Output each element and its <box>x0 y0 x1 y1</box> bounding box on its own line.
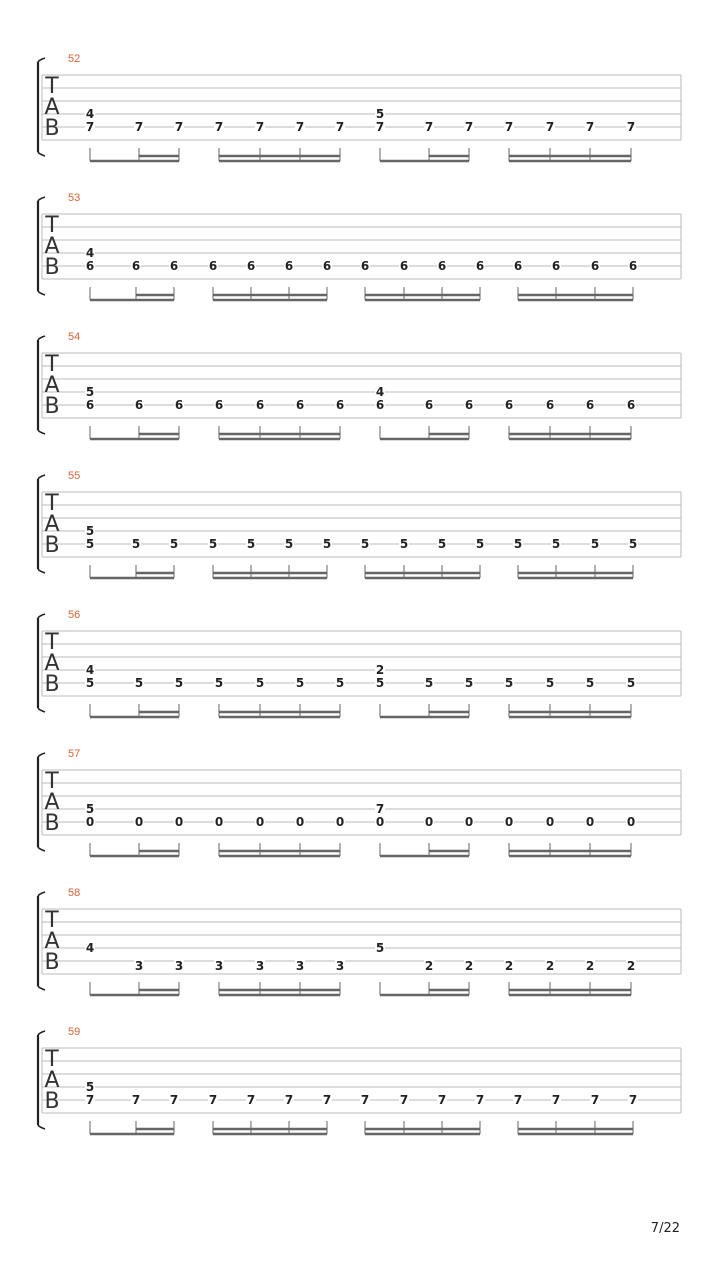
tab-clef-a: A <box>44 790 60 815</box>
system-bracket-bottom-hook <box>38 708 45 712</box>
fret-number: 6 <box>131 259 141 273</box>
fret-number: 0 <box>626 815 636 829</box>
system-bracket-bottom-hook <box>38 430 45 434</box>
fret-number: 6 <box>335 398 345 412</box>
fret-number: 5 <box>255 676 265 690</box>
system-bracket-bottom-hook <box>38 152 45 156</box>
fret-number: 0 <box>464 815 474 829</box>
fret-number: 7 <box>585 120 595 134</box>
fret-number: 7 <box>322 1093 332 1107</box>
measure-number: 57 <box>68 748 81 760</box>
tab-clef-t: T <box>45 908 59 933</box>
fret-number: 0 <box>335 815 345 829</box>
fret-number: 0 <box>295 815 305 829</box>
fret-number: 2 <box>375 663 385 677</box>
fret-number: 5 <box>169 537 179 551</box>
fret-number: 5 <box>628 537 638 551</box>
tab-clef-b: B <box>44 811 60 836</box>
fret-number: 5 <box>246 537 256 551</box>
fret-number: 6 <box>255 398 265 412</box>
fret-number: 7 <box>464 120 474 134</box>
fret-number: 7 <box>214 120 224 134</box>
fret-number: 7 <box>174 120 184 134</box>
fret-number: 0 <box>255 815 265 829</box>
fret-number: 6 <box>399 259 409 273</box>
fret-number: 7 <box>504 120 514 134</box>
fret-number: 7 <box>360 1093 370 1107</box>
fret-number: 6 <box>134 398 144 412</box>
fret-number: 7 <box>475 1093 485 1107</box>
fret-number: 6 <box>295 398 305 412</box>
tab-clef-a: A <box>44 512 60 537</box>
fret-number: 6 <box>174 398 184 412</box>
measure-number: 54 <box>68 331 81 343</box>
tab-clef-t: T <box>45 1047 59 1072</box>
fret-number: 7 <box>284 1093 294 1107</box>
fret-number: 7 <box>399 1093 409 1107</box>
tab-clef-t: T <box>45 491 59 516</box>
fret-number: 5 <box>85 802 95 816</box>
fret-number: 6 <box>551 259 561 273</box>
fret-number: 3 <box>295 959 305 973</box>
fret-number: 3 <box>255 959 265 973</box>
fret-number: 2 <box>464 959 474 973</box>
tab-clef-t: T <box>45 630 59 655</box>
fret-number: 6 <box>208 259 218 273</box>
fret-number: 7 <box>169 1093 179 1107</box>
fret-number: 6 <box>626 398 636 412</box>
fret-number: 0 <box>134 815 144 829</box>
fret-number: 6 <box>437 259 447 273</box>
fret-number: 7 <box>590 1093 600 1107</box>
fret-number: 7 <box>134 120 144 134</box>
fret-number: 6 <box>545 398 555 412</box>
fret-number: 2 <box>585 959 595 973</box>
fret-number: 5 <box>85 385 95 399</box>
tab-clef-t: T <box>45 352 59 377</box>
fret-number: 4 <box>85 107 95 121</box>
fret-number: 6 <box>424 398 434 412</box>
fret-number: 3 <box>335 959 345 973</box>
fret-number: 5 <box>295 676 305 690</box>
tab-clef-a: A <box>44 95 60 120</box>
fret-number: 6 <box>246 259 256 273</box>
system-bracket-bottom-hook <box>38 1125 45 1129</box>
fret-number: 5 <box>208 537 218 551</box>
tab-clef-a: A <box>44 234 60 259</box>
measure-number: 59 <box>68 1026 81 1038</box>
fret-number: 7 <box>545 120 555 134</box>
fret-number: 0 <box>174 815 184 829</box>
fret-number: 2 <box>424 959 434 973</box>
tab-clef-t: T <box>45 74 59 99</box>
fret-number: 0 <box>545 815 555 829</box>
fret-number: 5 <box>464 676 474 690</box>
fret-number: 5 <box>134 676 144 690</box>
fret-number: 5 <box>504 676 514 690</box>
fret-number: 4 <box>85 246 95 260</box>
system-bracket-top-hook <box>38 892 45 896</box>
fret-number: 7 <box>375 120 385 134</box>
fret-number: 7 <box>513 1093 523 1107</box>
fret-number: 6 <box>513 259 523 273</box>
fret-number: 5 <box>284 537 294 551</box>
fret-number: 6 <box>360 259 370 273</box>
fret-number: 5 <box>174 676 184 690</box>
tab-clef-b: B <box>44 950 60 975</box>
fret-number: 3 <box>134 959 144 973</box>
fret-number: 4 <box>375 385 385 399</box>
fret-number: 6 <box>85 259 95 273</box>
tab-clef-b: B <box>44 394 60 419</box>
tab-clef-b: B <box>44 672 60 697</box>
fret-number: 5 <box>590 537 600 551</box>
system-bracket-top-hook <box>38 1031 45 1035</box>
fret-number: 2 <box>545 959 555 973</box>
system-bracket-bottom-hook <box>38 569 45 573</box>
system-bracket-top-hook <box>38 475 45 479</box>
system-bracket-bottom-hook <box>38 847 45 851</box>
fret-number: 5 <box>545 676 555 690</box>
fret-number: 7 <box>335 120 345 134</box>
system-bracket-bottom-hook <box>38 291 45 295</box>
fret-number: 7 <box>628 1093 638 1107</box>
tab-clef-a: A <box>44 1068 60 1093</box>
fret-number: 5 <box>375 941 385 955</box>
fret-number: 7 <box>551 1093 561 1107</box>
fret-number: 5 <box>85 676 95 690</box>
fret-number: 5 <box>424 676 434 690</box>
fret-number: 6 <box>590 259 600 273</box>
fret-number: 7 <box>375 802 385 816</box>
system-bracket-bottom-hook <box>38 986 45 990</box>
fret-number: 5 <box>131 537 141 551</box>
fret-number: 3 <box>214 959 224 973</box>
fret-number: 5 <box>585 676 595 690</box>
fret-number: 0 <box>214 815 224 829</box>
fret-number: 5 <box>475 537 485 551</box>
fret-number: 7 <box>246 1093 256 1107</box>
fret-number: 5 <box>513 537 523 551</box>
fret-number: 2 <box>504 959 514 973</box>
fret-number: 7 <box>85 1093 95 1107</box>
fret-number: 7 <box>131 1093 141 1107</box>
fret-number: 5 <box>85 524 95 538</box>
fret-number: 2 <box>626 959 636 973</box>
fret-number: 6 <box>214 398 224 412</box>
system-bracket-top-hook <box>38 197 45 201</box>
fret-number: 5 <box>375 676 385 690</box>
measure-number: 52 <box>68 53 81 65</box>
tab-clef-b: B <box>44 116 60 141</box>
fret-number: 7 <box>626 120 636 134</box>
tab-clef-t: T <box>45 769 59 794</box>
fret-number: 5 <box>85 1080 95 1094</box>
tab-clef-a: A <box>44 929 60 954</box>
fret-number: 0 <box>85 815 95 829</box>
fret-number: 5 <box>322 537 332 551</box>
tab-clef-t: T <box>45 213 59 238</box>
fret-number: 5 <box>360 537 370 551</box>
fret-number: 6 <box>475 259 485 273</box>
fret-number: 5 <box>626 676 636 690</box>
fret-number: 0 <box>585 815 595 829</box>
fret-number: 5 <box>85 537 95 551</box>
fret-number: 0 <box>504 815 514 829</box>
measure-number: 55 <box>68 470 81 482</box>
tab-clef-b: B <box>44 255 60 280</box>
measure-number: 53 <box>68 192 81 204</box>
tab-clef-b: B <box>44 533 60 558</box>
fret-number: 7 <box>85 120 95 134</box>
fret-number: 6 <box>464 398 474 412</box>
fret-number: 7 <box>295 120 305 134</box>
fret-number: 4 <box>85 663 95 677</box>
system-bracket-top-hook <box>38 58 45 62</box>
fret-number: 5 <box>214 676 224 690</box>
fret-number: 5 <box>335 676 345 690</box>
fret-number: 6 <box>628 259 638 273</box>
fret-number: 5 <box>399 537 409 551</box>
tab-clef-a: A <box>44 651 60 676</box>
fret-number: 6 <box>169 259 179 273</box>
tab-clef-b: B <box>44 1089 60 1114</box>
fret-number: 6 <box>322 259 332 273</box>
fret-number: 5 <box>437 537 447 551</box>
system-bracket-top-hook <box>38 753 45 757</box>
fret-number: 7 <box>208 1093 218 1107</box>
fret-number: 0 <box>424 815 434 829</box>
system-bracket-top-hook <box>38 614 45 618</box>
fret-number: 7 <box>424 120 434 134</box>
tab-clef-a: A <box>44 373 60 398</box>
measure-number: 56 <box>68 609 81 621</box>
fret-number: 6 <box>375 398 385 412</box>
fret-number: 3 <box>174 959 184 973</box>
fret-number: 7 <box>437 1093 447 1107</box>
page-number: 7/22 <box>650 1221 680 1236</box>
system-bracket-top-hook <box>38 336 45 340</box>
fret-number: 5 <box>375 107 385 121</box>
fret-number: 6 <box>585 398 595 412</box>
measure-number: 58 <box>68 887 81 899</box>
fret-number: 6 <box>85 398 95 412</box>
fret-number: 7 <box>255 120 265 134</box>
fret-number: 0 <box>375 815 385 829</box>
fret-number: 4 <box>85 941 95 955</box>
fret-number: 5 <box>551 537 561 551</box>
fret-number: 6 <box>284 259 294 273</box>
fret-number: 6 <box>504 398 514 412</box>
